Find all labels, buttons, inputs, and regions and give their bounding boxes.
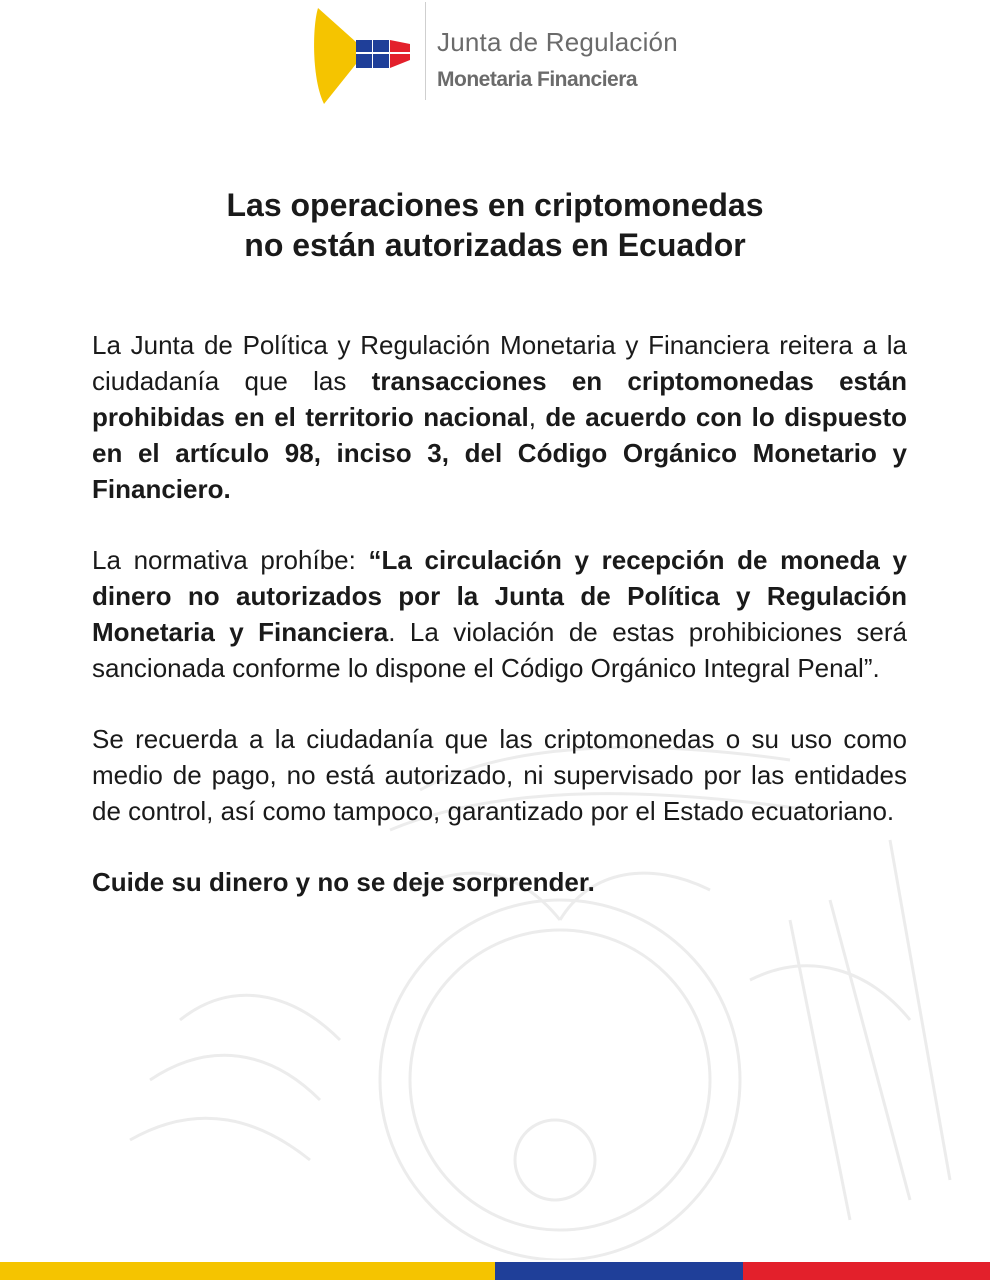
paragraph-2 (92, 542, 907, 686)
flag-bar-blue (495, 1262, 743, 1280)
flag-bar-yellow (0, 1262, 495, 1280)
logo-subtitle: Monetaria Financiera (437, 68, 638, 91)
paragraph-3: Se recuerda a la ciudadanía que las criptomonedas o su uso como medio de pago, no está autorizado, ni supervisado por las entidades de control, así como tampoco, garantizado por el Estado ecuatoriano. (92, 724, 907, 826)
title-line-2: no están autorizadas en Ecuador (244, 227, 746, 263)
p1-text-a: La Junta de Política y Regulación Monetaria y Financiera reitera a la ciudadanía que las (92, 330, 907, 396)
paragraph-1 (92, 327, 907, 507)
page-title (0, 185, 990, 265)
logo-divider (425, 2, 426, 100)
logo-title: Junta de Regulación (437, 27, 678, 57)
p1-bold-d: de acuerdo con lo dispuesto en el artículo 98, inciso 3, del Código Orgánico Monetario y Financiero. (92, 402, 907, 504)
flag-color-bar (0, 1262, 990, 1280)
title-line-1: Las operaciones en criptomonedas (226, 187, 764, 223)
p1-bold-b: transacciones en criptomonedas están prohibidas en el territorio nacional (92, 366, 907, 432)
p2-bold-b: “La circulación y recepción de moneda y dinero no autorizados por la Junta de Política y Regulación Monetaria y Financiera (92, 545, 908, 647)
flag-bar-red (743, 1262, 990, 1280)
p1-text-c: , (528, 402, 546, 432)
closing-message (92, 864, 907, 900)
institution-logo-icon (310, 8, 414, 106)
statement-body (92, 327, 907, 935)
p2-text-a: La normativa prohíbe: (92, 545, 369, 575)
p4-bold: Cuide su dinero y no se deje sorprender. (92, 867, 595, 897)
header (0, 0, 990, 110)
p2-text-c: . La violación de estas prohibiciones será sancionada conforme lo dispone el Código Orgánico Integral Penal”. (92, 617, 907, 683)
